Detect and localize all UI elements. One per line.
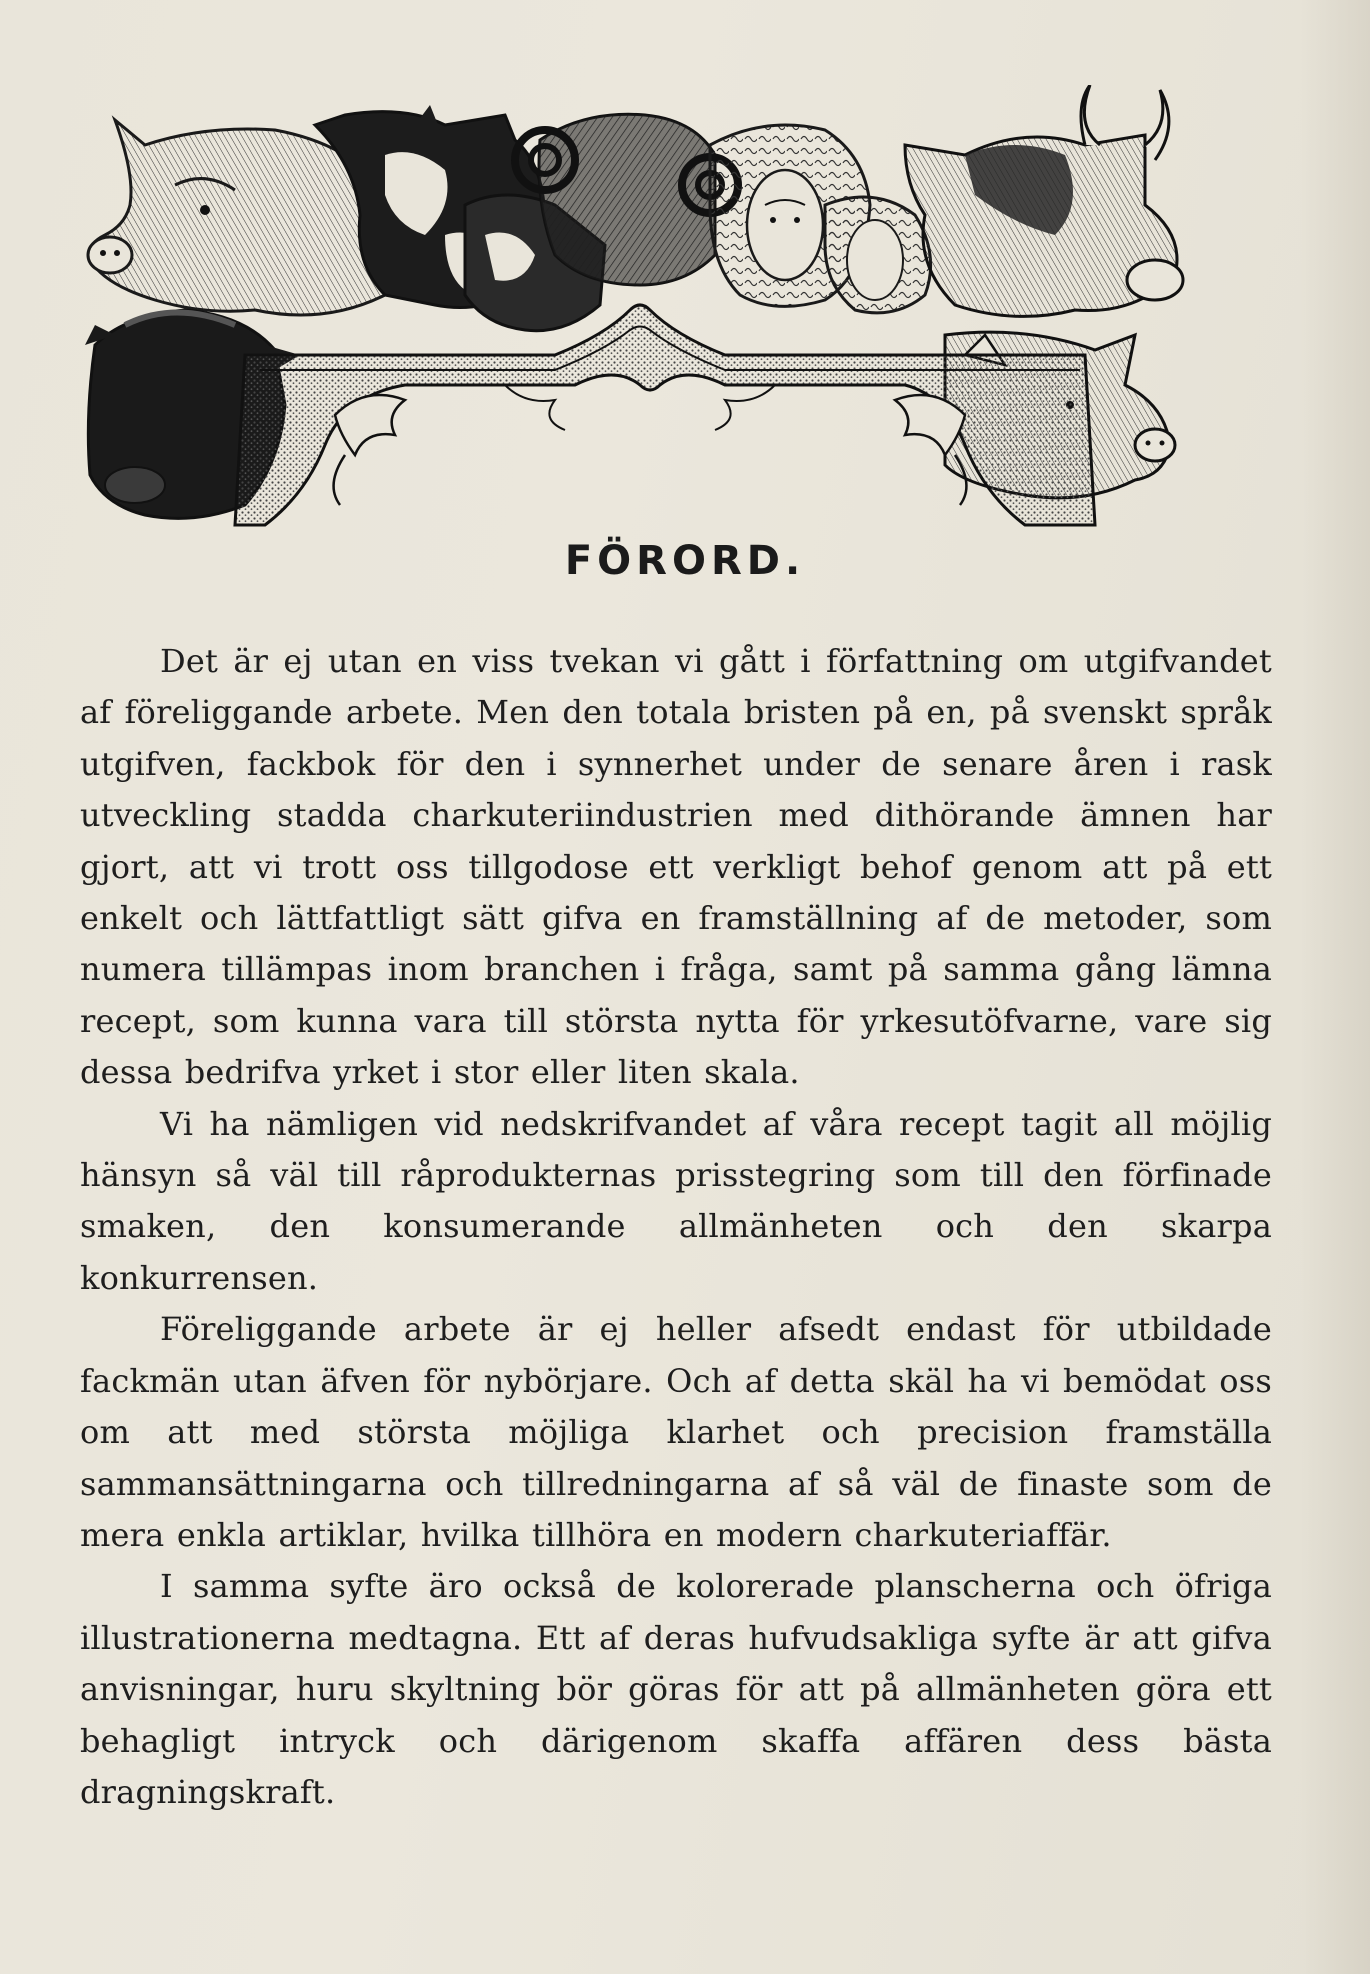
page-edge-shadow — [1300, 0, 1370, 1974]
paragraph: Föreliggande arbete är ej heller afsedt endast för utbildade fackmän utan äfven för nybörjare. Och af detta skäl ha vi bemödat oss om att med största möjliga klarhet och precision framställa sammansättningarna och tillredningarna af så väl de finaste som de mera enkla artiklar, hvilka tillhöra en modern charkuteriaffär. — [80, 1310, 1272, 1554]
paragraph: I samma syfte äro också de kolorerade planscherna och öfriga illustrationerna medtagna. Ett af deras hufvudsakliga syfte är att gifva anvisningar, huru skyltning bör göras för att på allmänheten göra ett behagligt intryck och därigenom skaffa affären dess bästa dragningskraft. — [80, 1567, 1272, 1811]
body-text — [80, 636, 1272, 1818]
paragraph: Det är ej utan en viss tvekan vi gått i författning om utgifvandet af föreliggande arbete. Men den totala bristen på en, på svenskt språk utgifven, fackbok för den i synnerhet under de senare åren i rask utveckling stadda charkuteriindustrien med dithörande ämnen har gjort, att vi trott oss tillgodose ett verkligt behof genom att på ett enkelt och lättfattligt sätt gifva en framställning af de metoder, som numera tillämpas inom branchen i fråga, samt på samma gång lämna recept, som kunna vara till största nytta för yrkesutöfvarne, vare sig dessa bedrifva yrket i stor eller liten skala. — [80, 642, 1272, 1092]
page-title: FÖRORD. — [564, 538, 806, 584]
paragraph: Vi ha nämligen vid nedskrifvandet af våra recept tagit all möjlig hänsyn så väl till råprodukternas prisstegring som till den förfinade smaken, den konsumerande allmänheten och den skarpa konkurrensen. — [80, 1104, 1272, 1297]
livestock-heads-ornament-icon — [85, 85, 1275, 545]
